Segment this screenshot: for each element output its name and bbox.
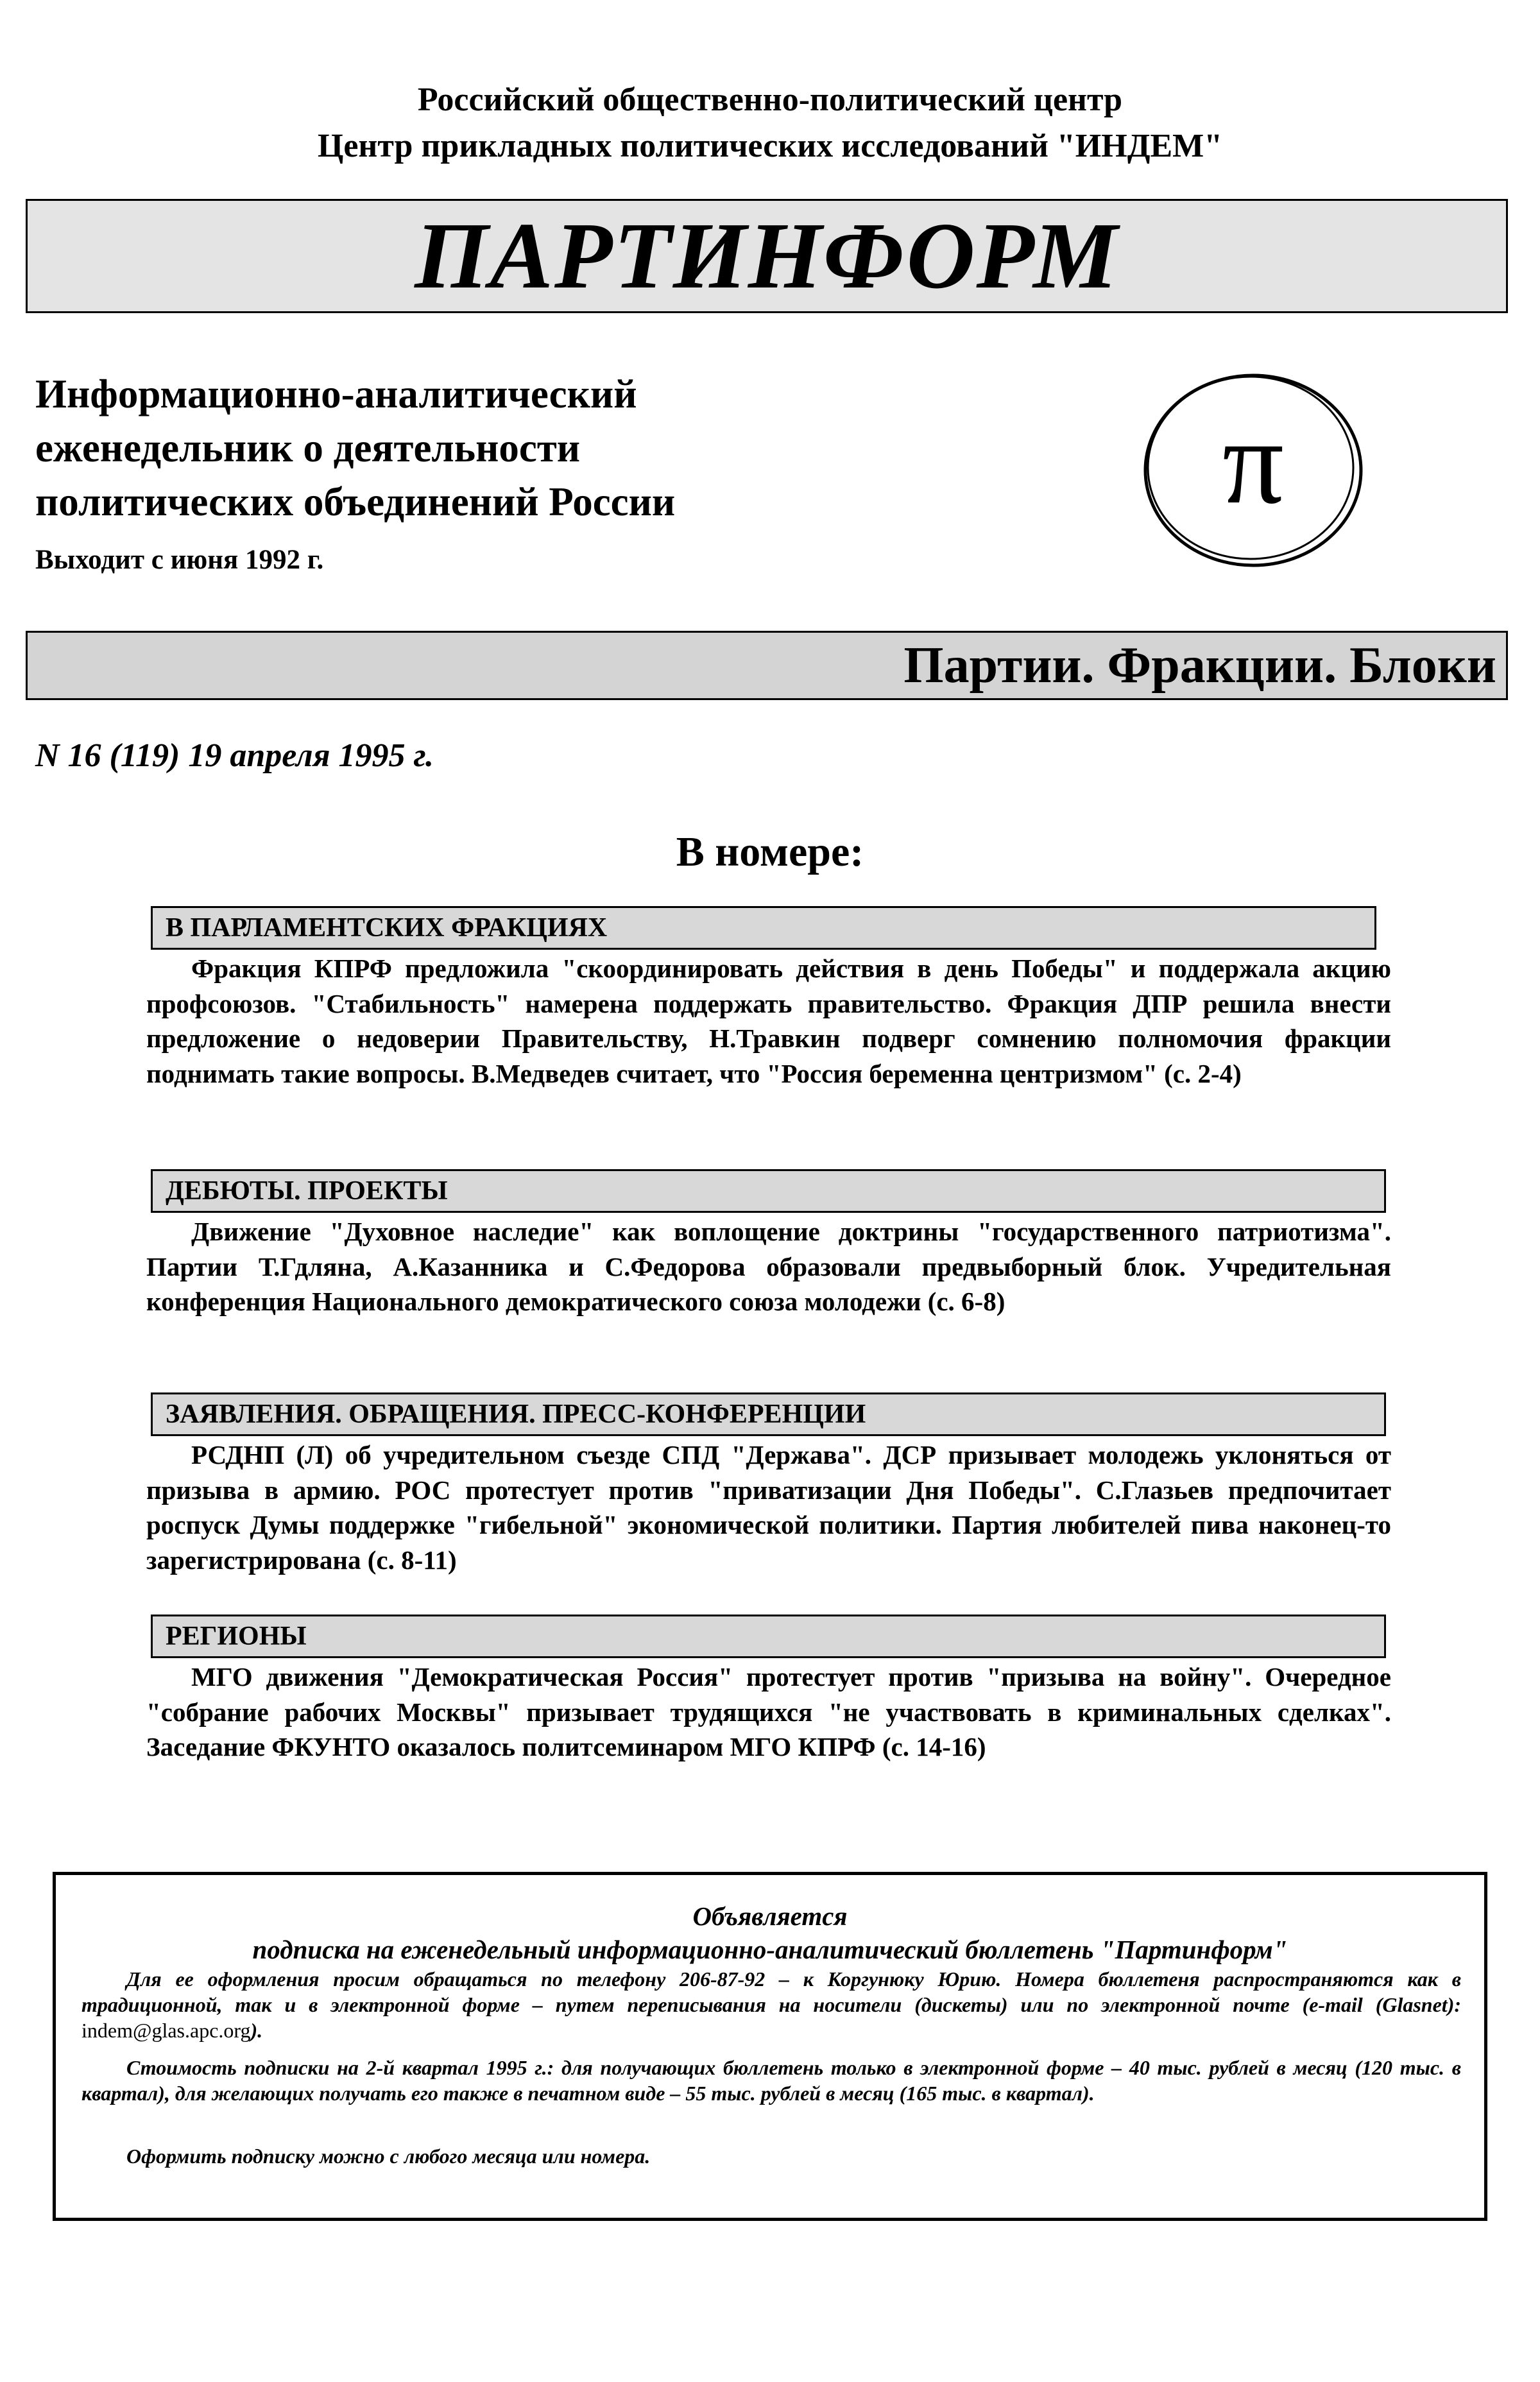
publisher-line-1: Российский общественно-политический центр [417,81,1123,118]
subscription-notice [53,1872,1487,2221]
category-text-parliament [146,951,1391,1091]
category-text-regions [146,1659,1391,1765]
category-text: МГО движения "Демократическая Россия" протестует против "призыва на войну". Очередное "собрание рабочих Москвы" призывает трудящихся "не участвовать в криминальных сделках". Заседание ФКУНТО оказалось политсеминаром МГО КПРФ (с. 14-16) [146,1662,1391,1761]
notice-email: indem@glas.apc.org [81,2019,251,2042]
publisher-header [0,77,1540,169]
publisher-line-2: Центр прикладных политических исследований "ИНДЕМ" [317,128,1223,164]
issue-number: N 16 (119) 19 апреля 1995 г. [35,737,434,774]
notice-heading-1: Объявляется [692,1901,848,1931]
category-bar-regions [151,1615,1386,1658]
category-label: РЕГИОНЫ [166,1622,307,1651]
category-text: Движение "Духовное наследие" как воплощение доктрины "государственного патриотизма". Партии Т.Гдляна, А.Казанника и С.Федорова образовали предвыборный блок. Учредительная конференция Национального демократического союза молодежи (с. 6-8) [146,1217,1391,1316]
masthead-title-box [26,199,1508,313]
contents-title: В номере: [676,828,864,875]
subtitle [35,367,998,529]
category-bar-debuts [151,1169,1386,1213]
category-text: РСДНП (Л) об учредительном съезде СПД "Держава". ДСР призывает молодежь уклоняться от призыва в армию. РОС протестует против "приватизации Дня Победы". С.Глазьев предпочитает роспуск Думы поддержке "гибельной" экономической политики. Партия любителей пива наконец-то зарегистрирована (с. 8-11) [146,1440,1391,1575]
category-bar-parliament [151,906,1376,950]
category-text-debuts [146,1214,1391,1319]
masthead-title: ПАРТИНФОРМ [415,203,1119,309]
section-title: Партии. Фракции. Блоки [903,637,1496,694]
category-label: ДЕБЮТЫ. ПРОЕКТЫ [166,1176,448,1206]
section-bar [26,631,1508,700]
category-bar-statements [151,1392,1386,1436]
subtitle-line-1: Информационно-аналитический [35,372,637,416]
notice-heading-2: подписка на еженедельный информационно-аналитический бюллетень "Партинформ" [252,1935,1288,1964]
subtitle-line-3: политических объединений России [35,479,676,524]
publication-since: Выходит с июня 1992 г. [35,545,324,575]
category-text: Фракция КПРФ предложила "скоординировать действия в день Победы" и поддержала акцию профсоюзов. "Стабильность" намерена поддержать правительство. Фракция ДПР решила внести предложение о недоверии Правительству, Н.Травкин подверг сомнению полномочия фракции поднимать такие вопросы. В.Медведев считает, что "Россия беременна центризмом" (с. 2-4) [146,954,1391,1088]
category-label: В ПАРЛАМЕНТСКИХ ФРАКЦИЯХ [166,913,608,943]
notice-paragraph-3: Оформить подписку можно с любого месяца или номера. [126,2145,651,2168]
notice-paragraph-2: Стоимость подписки на 2-й квартал 1995 г.: для получающих бюллетень только в электронной форме – 40 тыс. рублей в месяц (120 тыс. в квартал), для желающих получать его также в печатном виде – 55 тыс. рублей в месяц (165 тыс. в квартал). [81,2056,1461,2105]
pi-symbol: π [1222,395,1284,529]
category-text-statements [146,1437,1391,1577]
subtitle-line-2: еженедельник о деятельности [35,425,581,470]
notice-paragraph-1: Для ее оформления просим обращаться по телефону 206-87-92 – к Коргунюку Юрию. Номера бюллетеня распространяются как в традиционной, так и в электронной форме – путем переписывания на носители (дискеты) или по электронной почте (e-mail (Glasnet): indem@glas.apc.org). [81,1967,1461,2042]
pi-logo-icon [1133,363,1373,574]
category-label: ЗАЯВЛЕНИЯ. ОБРАЩЕНИЯ. ПРЕСС-КОНФЕРЕНЦИИ [166,1400,866,1429]
